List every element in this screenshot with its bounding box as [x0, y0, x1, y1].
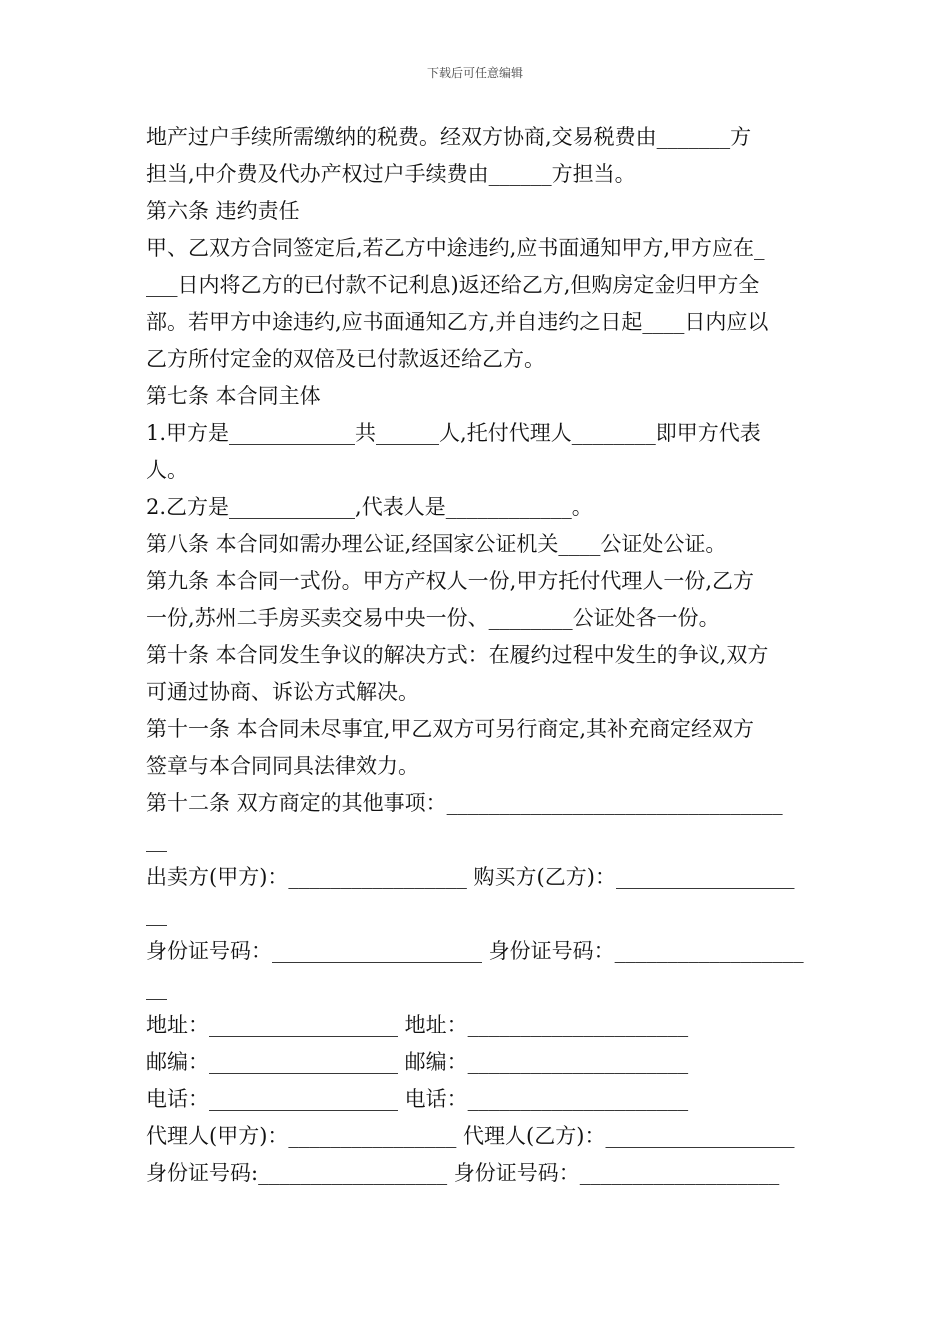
document-body: [146, 119, 810, 1192]
text-line: 第十条 本合同发生争议的解决方式：在履约过程中发生的争议,双方: [146, 643, 769, 667]
text-line: 担当,中介费及代办产权过户手续费由______方担当。: [146, 162, 636, 186]
text-line: 甲、乙双方合同签定后,若乙方中途违约,应书面通知甲方,甲方应在_: [146, 236, 765, 260]
text-line: 1.甲方是____________共______人,托付代理人________即甲方代表: [146, 421, 761, 445]
text-line: 地产过户手续所需缴纳的税费。经双方协商,交易税费由_______方: [146, 125, 752, 149]
page-header: 下载后可任意编辑: [426, 66, 523, 80]
text-line: ___日内将乙方的已付款不记利息)返还给乙方,但购房定金归甲方全: [146, 273, 760, 297]
text-line: 一份,苏州二手房买卖交易中央一份、________公证处各一份。: [146, 606, 720, 630]
signature-line: 邮编：__________________ 邮编：_____________________: [146, 1050, 689, 1074]
signature-line: 代理人(甲方)：________________ 代理人(乙方)：__________________: [146, 1124, 795, 1148]
text-line: __: [146, 976, 167, 1000]
text-line: 可通过协商、诉讼方式解决。: [146, 680, 419, 704]
signature-line: 电话：__________________ 电话：_____________________: [146, 1087, 689, 1111]
signature-line: 出卖方(甲方)：_________________ 购买方(乙方)：_________________: [146, 865, 795, 889]
text-line: 2.乙方是____________,代表人是____________。: [146, 495, 593, 519]
text-line: 第十二条 双方商定的其他事项：________________________________: [146, 791, 783, 815]
text-line: 第八条 本合同如需办理公证,经国家公证机关____公证处公证。: [146, 532, 727, 556]
section-heading: 第七条 本合同主体: [146, 384, 321, 408]
text-line: 签章与本合同同具法律效力。: [146, 754, 419, 778]
text-line: __: [146, 828, 167, 852]
text-line: 第九条 本合同一式份。甲方产权人一份,甲方托付代理人一份,乙方: [146, 569, 755, 593]
text-line: 第十一条 本合同未尽事宜,甲乙双方可另行商定,其补充商定经双方: [146, 717, 755, 741]
signature-line: 身份证号码:__________________ 身份证号码：___________________: [146, 1161, 780, 1185]
text-line: 乙方所付定金的双倍及已付款返还给乙方。: [146, 347, 545, 371]
text-line: 人。: [146, 458, 188, 482]
signature-line: 地址：__________________ 地址：_____________________: [146, 1013, 689, 1037]
signature-line: 身份证号码：____________________ 身份证号码：__________________: [146, 939, 804, 963]
text-line: __: [146, 902, 167, 926]
text-line: 部。若甲方中途违约,应书面通知乙方,并自违约之日起____日内应以: [146, 310, 769, 334]
section-heading: 第六条 违约责任: [146, 199, 300, 223]
